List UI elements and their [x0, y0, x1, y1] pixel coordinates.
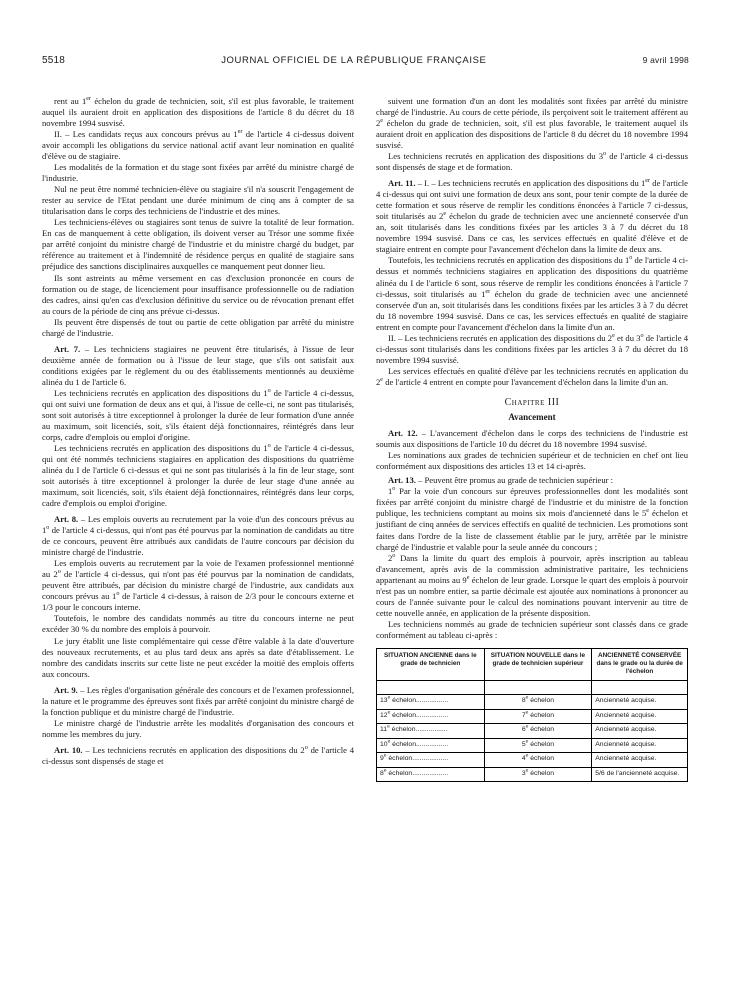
table-cell	[484, 680, 592, 695]
paragraph: 1$^o$ Par la voie d'un concours sur épreuves professionnelles dont les modalités sont fixées par arrêté conjoint du ministre chargé de l'industrie et du ministre de la fonction publique, les techniciens comptant au moins six mois d'ancienneté dans le 5e échelon et justifiant de cinq années de services effectifs en qualité de technicien. Les promotions sont faites dans l'ordre de la liste de classement établie par le jury, arrêtée par le ministre chargé de l'industrie et valable pour la seule année du concours ;	[376, 485, 688, 552]
paragraph: Les modalités de la formation et du stage sont fixées par arrêté du ministre chargé de l'industrie.	[42, 162, 354, 184]
table-cell: 3e échelon	[484, 767, 592, 782]
table-cell: 5e échelon	[484, 738, 592, 753]
paragraph: Ils sont astreints au même versement en cas d'exclusion prononcée en cours de formation ou de stage, de licenciement pour insuffisance professionnelle ou de radiation des cadres, ainsi qu'en cas d'exclusion définitive du service ou de révocation prenant effet au cours de la période de cinq ans prévue ci-dessus.	[42, 272, 354, 316]
article-7	[42, 344, 354, 388]
table-header-cell: ANCIENNETÉ CONSERVÉE dans le grade ou la durée de l'échelon	[592, 648, 688, 680]
paragraph: Toutefois, les techniciens recrutés en application des dispositions du 1$^o$ de l'article 4 ci-dessus et nommés techniciens stagiaires en application des dispositions du quatrième alinéa du I de l'article 6 sont, sous réserve de remplir les conditions énoncées à l'article 7 ci-dessus, soit titularisés au 1er échelon du grade de technicien avec une ancienneté conservée d'un an, soit titularisés dans les conditions fixées par les articles 3 à 7 du décret du 18 novembre 1994 susvisé. Dans ce cas, les services effectués en qualité de stagiaire entrent en compte pour l'avancement d'échelon dans la limite d'un an.	[376, 254, 688, 332]
table-row	[377, 753, 688, 768]
table-cell: 9e échelon...................	[377, 753, 485, 768]
publication-date: 9 avril 1998	[642, 55, 689, 65]
article-8-text: – Les emplois ouverts au recrutement par la voie d'un des concours prévus au 1$^o$ de l'article 4 ci-dessus, qui n'ont pas été pourvus par la nomination de candidats au titre de ce concours, peuvent être attribués aux candidats de l'autre concours par décision du ministre chargé de l'industrie.	[42, 514, 355, 558]
journal-title: JOURNAL OFFICIEL DE LA RÉPUBLIQUE FRANÇAISE	[221, 54, 487, 66]
table-cell: Ancienneté acquise.	[592, 753, 688, 768]
article-9-number: Art. 9.	[54, 684, 78, 695]
paragraph: Ils peuvent être dispensés de tout ou partie de cette obligation par arrêté du ministre chargé de l'industrie.	[42, 316, 354, 338]
table-cell: 10e échelon.................	[377, 738, 485, 753]
table-cell: Ancienneté acquise.	[592, 695, 688, 710]
paragraph: suivent une formation d'un an dont les modalités sont fixées par arrêté du ministre chargé de l'industrie. Au cours de cette période, ils perçoivent soit le traitement afférent au 2e échelon du grade de technicien, soit, s'il est plus favorable, le traitement auquel ils auraient droit en application des dispositions de l'article 8 du décret du 18 novembre 1994 susvisé.	[376, 96, 688, 151]
table-cell: 13e échelon.................	[377, 695, 485, 710]
paragraph: Les nominations aux grades de technicien supérieur et de technicien en chef ont lieu conformément aux dispositions des articles 13 et 14 ci-après.	[376, 450, 688, 472]
article-7-number: Art. 7.	[54, 343, 81, 354]
paragraph: Les techniciens recrutés en application des dispositions du 3$^o$ de l'article 4 ci-dessus sont dispensés de stage et de formation.	[376, 150, 688, 173]
article-11-text: – I. – Les techniciens recrutés en application des dispositions du 1er de l'article 4 ci-dessus qui ont suivi une formation de deux ans sont, pour tenir compte de la durée de cette formation et sous réserve de remplir les conditions énoncées à l'article 7 ci-dessus, soit titularisés au 2e échelon du grade de technicien avec une ancienneté conservée d'un an, soit titularisés dans les conditions fixées par les articles 3 à 7 du décret du 18 novembre 1994 susvisé. Dans ce cas, les services effectués en qualité d'élève et de stagiaire entrent en compte pour l'avancement d'échelon dans la limite de deux ans.	[376, 177, 688, 255]
table-cell: 12e échelon.................	[377, 709, 485, 724]
table-cell: 11e échelon.................	[377, 724, 485, 739]
table-row	[377, 709, 688, 724]
table-spacer-row	[377, 680, 688, 695]
table-cell: 8e échelon...................	[377, 767, 485, 782]
paragraph: II. – Les techniciens recrutés en application des dispositions du 2e et du 3$^o$ de l'article 4 ci-dessus sont titularisés dans les conditions fixées par les articles 3 à 7 du décret du 18 novembre 1994 susvisé.	[376, 331, 689, 365]
table-cell: Ancienneté acquise.	[592, 709, 688, 724]
table-cell: 8e échelon	[484, 695, 592, 710]
article-8-number: Art. 8.	[54, 514, 79, 525]
page-number: 5518	[42, 54, 66, 66]
table-cell: 6e échelon	[484, 724, 592, 739]
table-cell: 7e échelon	[484, 709, 592, 724]
table-row	[377, 724, 688, 739]
article-9	[42, 685, 354, 718]
chapter-subtitle: Avancement	[508, 411, 556, 422]
left-column	[42, 96, 354, 970]
table-header-cell: SITUATION NOUVELLE dans le grade de technicien supérieur	[484, 648, 592, 680]
article-10-number: Art. 10.	[54, 744, 83, 755]
article-10-text: – Les techniciens recrutés en application des dispositions du 2$^o$ de l'article 4 ci-dessus sont dispensés de stage et	[42, 743, 354, 766]
paragraph: Les techniciens-élèves ou stagiaires sont tenus de suivre la totalité de leur formation. En cas de manquement à cette obligation, ils doivent verser au Trésor une somme fixée par arrêté conjoint du ministre chargé de l'industrie et du ministre chargé du budget, par référence au traitement et à l'indemnité de résidence perçus en qualité de stagiaire sans préjudice des sanctions disciplinaires auxquelles ce manquement peut donner lieu.	[42, 217, 354, 272]
paragraph: Nul ne peut être nommé technicien-élève ou stagiaire s'il n'a souscrit l'engagement de rester au service de l'Etat pendant une durée minimum de cinq ans à compter de sa titularisation dans le corps des techniciens de l'industrie et des mines.	[42, 184, 354, 217]
table-cell	[592, 680, 688, 695]
two-column-body	[42, 96, 689, 970]
paragraph: Toutefois, le nombre des candidats nommés au titre du concours interne ne peut excéder 30 % du nombre des emplois à pourvoir.	[42, 613, 354, 635]
paragraph: Les techniciens recrutés en application des dispositions du 1$^o$ de l'article 4 ci-dessus, qui ont suivi une formation de deux ans et qui, à l'issue de celle-ci, ne sont pas titularisés, sont soit autorisés à titre exceptionnel à prolonger la durée de leur formation d'une année au maximum, soit licenciés, soit, s'ils étaient déjà fonctionnaires, réintégrés dans leur corps, cadre d'emplois ou emploi d'origine.	[42, 386, 355, 442]
table-row	[377, 695, 688, 710]
paragraph: Les techniciens nommés au grade de technicien supérieur sont classés dans ce grade conformément au tableau ci-après :	[376, 618, 688, 640]
paragraph: Les services effectués en qualité d'élève par les techniciens recrutés en application du 2e de l'article 4 entrent en compte pour l'avancement d'échelon dans la limite d'un an.	[376, 365, 688, 387]
page-header	[42, 52, 689, 68]
table-cell: Ancienneté acquise.	[592, 724, 688, 739]
echelon-correspondence-table	[376, 648, 688, 783]
article-12	[376, 428, 688, 450]
article-11-number: Art. 11.	[388, 178, 416, 189]
article-10	[42, 745, 354, 767]
paragraph: II. – Les candidats reçus aux concours prévus au 1er de l'article 4 ci-dessus doivent avoir accompli les obligations du service national actif avant leur nomination en qualité d'élève ou de stagiaire.	[42, 128, 354, 162]
paragraph: rent au 1er échelon du grade de technicien, soit, s'il est plus favorable, le traitement auquel ils auraient droit en application des dispositions de l'article 8 du décret du 18 novembre 1994 susvisé.	[42, 95, 354, 129]
table-row	[377, 767, 688, 782]
paragraph: Le ministre chargé de l'industrie arrête les modalités d'organisation des concours et nomme les membres du jury.	[42, 717, 354, 739]
article-12-number: Art. 12.	[388, 428, 418, 439]
article-13	[376, 475, 688, 486]
chapter-title: Chapitre III	[504, 396, 560, 408]
paragraph: Le jury établit une liste complémentaire qui cesse d'être valable à la date d'ouverture des nouveaux recrutements, et au plus tard deux ans après sa date d'établissement. Le nombre des candidats inscrits sur cette liste ne peut excéder la moitié des emplois offerts aux concours.	[42, 635, 354, 679]
article-13-text: – Peuvent être promus au grade de technicien supérieur :	[415, 475, 614, 486]
article-9-text: – Les règles d'organisation générale des concours et de l'examen professionnel, la nature et le programme des épreuves sont fixés par arrêté conjoint du ministre chargé de la fonction publique et du ministre chargé de l'industrie.	[42, 684, 355, 717]
article-7-text: – Les techniciens stagiaires ne peuvent être titularisés, à l'issue de leur deuxième année de formation ou à l'issue de leur stage, que s'ils ont satisfait aux conditions exigées par le règlement du ou des établissements mentionnés au deuxième alinéa du 1 de l'article 6.	[42, 343, 355, 387]
table-header-row	[377, 648, 688, 680]
paragraph: Les emplois ouverts au recrutement par la voie de l'examen professionnel mentionné au 2$^o$ de l'article 4 ci-dessus, qui n'ont pas été pourvus par la nomination de candidats, peuvent être attribués, par décision du ministre chargé de l'industrie, aux candidats aux concours prévus au 1$^o$ de l'article 4 ci-dessus, à raison de 2/3 pour le concours externe et 1/3 pour le concours interne.	[42, 558, 354, 613]
table-cell: 4e échelon	[484, 753, 592, 768]
table-cell	[377, 680, 485, 695]
table-row	[377, 738, 688, 753]
paragraph: Les techniciens recrutés en application des dispositions du 1$^o$ de l'article 4 ci-dessus, qui ont été nommés techniciens stagiaires en application des dispositions du quatrième alinéa du I de l'article 6 ci-dessus et qui ne sont pas titularisés à la fin de leur stage, sont soit autorisés à titre exceptionnel à prolonger la durée de leur stage d'une année au maximum, soit licenciés, soit, s'ils étaient déjà fonctionnaires, réintégrés dans leur corps, cadre d'emplois ou emploi d'origine.	[42, 442, 355, 509]
article-13-number: Art. 13.	[388, 475, 416, 486]
article-11	[376, 178, 688, 255]
table-cell: Ancienneté acquise.	[592, 738, 688, 753]
table-header-cell: SITUATION ANCIENNE dans le grade de technicien	[377, 648, 485, 680]
right-column	[376, 96, 688, 970]
article-8	[42, 514, 354, 558]
paragraph: 2$^o$ Dans la limite du quart des emplois à pourvoir, après inscription au tableau d'avancement, après avis de la commission administrative paritaire, les techniciens appartenant au moins au 9e échelon de leur grade. Lorsque le quart des emplois à pourvoir n'est pas un nombre entier, sa partie décimale est ajoutée aux nominations à prononcer au cours de l'année suivante pour le calcul des nominations pouvant intervenir au titre de cette nouvelle année, en application de la présente disposition.	[376, 551, 688, 618]
table-cell: 5/6 de l'ancienneté acquise.	[592, 767, 688, 782]
article-12-text: – L'avancement d'échelon dans le corps des techniciens de l'industrie est soumis aux dispositions de l'article 10 du décret du 18 novembre 1994 susvisé.	[376, 428, 689, 450]
